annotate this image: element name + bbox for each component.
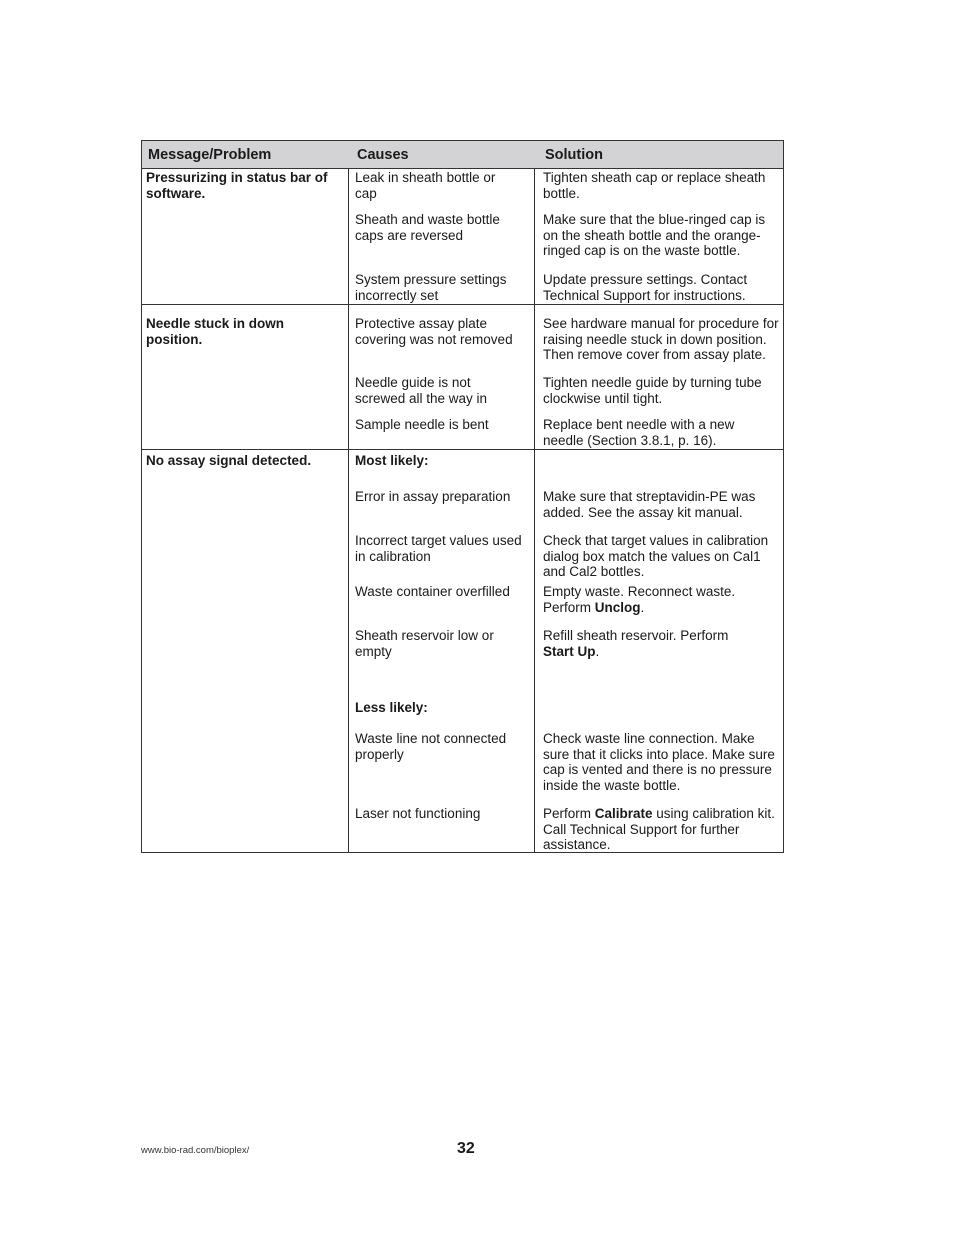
header-solution: Solution [545,147,603,163]
column-divider [348,169,349,852]
solution-cell: See hardware manual for procedure for raising needle stuck in down position. Then remove cover from assay plate. [543,316,779,363]
solution-cell: Check that target values in calibration dialog box match the values on Cal1 and Cal2 bottles. [543,533,769,580]
solution-cell [543,806,775,853]
calibrate-command: Calibrate [594,806,653,821]
cause-cell: Needle guide is not screwed all the way in [355,375,488,406]
solution-cell [543,584,735,615]
row-divider [142,304,783,305]
column-divider [534,169,535,852]
cause-cell: Waste container overfilled [355,584,510,599]
header-message-problem: Message/Problem [148,147,272,163]
solution-text: . [640,599,645,615]
cause-cell: Error in assay preparation [355,489,511,504]
cause-cell: Waste line not connected properly [355,731,507,762]
cause-cell: System pressure settings incorrectly set [355,272,507,303]
solution-cell: Update pressure settings. Contact Technical Support for instructions. [543,272,748,303]
cause-cell: Incorrect target values used in calibration [355,533,522,564]
cause-cell: Laser not functioning [355,806,481,821]
problem-no-assay-signal: No assay signal detected. [146,453,312,468]
solution-cell: Tighten sheath cap or replace sheath bottle. [543,170,766,201]
cause-cell: Protective assay plate covering was not removed [355,316,513,347]
unclog-command: Unclog [594,599,641,615]
footer-url: www.bio-rad.com/bioplex/ [141,1145,250,1156]
solution-text: using calibration kit. Call Technical Support for further assistance. [543,806,775,853]
solution-cell: Make sure that streptavidin-PE was added. See the assay kit manual. [543,489,756,520]
row-divider [142,449,783,450]
problem-needle-stuck: Needle stuck in down position. [146,316,285,347]
solution-text: . [595,643,600,659]
solution-cell: Tighten needle guide by turning tube clockwise until tight. [543,375,762,406]
page-number: 32 [457,1140,475,1157]
start-up-command: Start Up [543,643,596,659]
cause-cell: Sheath and waste bottle caps are reversed [355,212,500,243]
most-likely-label: Most likely: [355,453,429,468]
solution-cell [543,628,728,659]
solution-text: Perform [543,806,595,821]
solution-cell: Replace bent needle with a new needle (Section 3.8.1, p. 16). [543,417,735,448]
cause-cell: Sample needle is bent [355,417,489,432]
solution-text: Refill sheath reservoir. Perform [543,628,729,643]
solution-cell: Check waste line connection. Make sure that it clicks into place. Make sure cap is vented and there is no pressure inside the waste bottle. [543,731,775,793]
solution-text: Empty waste. Reconnect waste. Perform [543,584,736,615]
cause-cell: Leak in sheath bottle or cap [355,170,496,201]
problem-pressurizing: Pressurizing in status bar of software. [146,170,328,201]
troubleshooting-table [141,140,784,853]
solution-cell: Make sure that the blue-ringed cap is on the sheath bottle and the orange- ringed cap is on the waste bottle. [543,212,766,259]
cause-cell: Sheath reservoir low or empty [355,628,494,659]
header-causes: Causes [357,147,409,163]
table-header [142,141,783,169]
less-likely-label: Less likely: [355,700,428,715]
